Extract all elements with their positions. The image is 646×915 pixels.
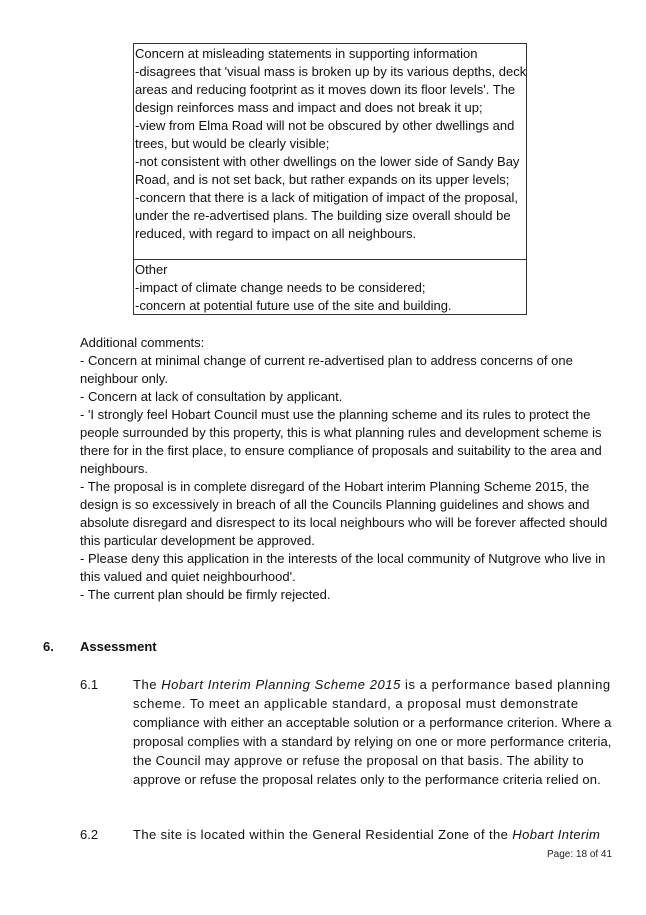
text-line: people surrounded by this property, this is what planning rules and development scheme is	[80, 425, 602, 440]
text-line	[133, 675, 611, 694]
text-run: The site is located within the General Residential Zone of the	[133, 827, 513, 842]
additional-comments	[80, 334, 608, 604]
text-line: Road, and is not set back, but rather expands on its upper levels;	[135, 172, 510, 187]
text-line: this particular development be approved.	[80, 533, 315, 548]
text-line: areas and reducing footprint as it moves down its floor levels'. The	[135, 82, 516, 97]
paragraph-6-1	[133, 675, 612, 789]
text-line: -impact of climate change needs to be considered;	[135, 280, 426, 295]
text-line: - The proposal is in complete disregard of the Hobart interim Planning Scheme 2015, the	[80, 479, 590, 494]
text-line: approve or refuse the proposal relates only to the performance criteria relied on.	[133, 772, 601, 787]
page-number: Page: 18 of 41	[547, 849, 613, 860]
text-line: - The current plan should be firmly rejected.	[80, 587, 331, 602]
paragraph-number: 6.1	[80, 677, 99, 692]
text-line: scheme. To meet an applicable standard, a proposal must demonstrate	[133, 696, 579, 711]
text-line: absolute disregard and disrespect to its local neighbours who will be forever affected should	[80, 515, 608, 530]
text-line: proposal complies with a standard by relying on one or more performance criteria,	[133, 734, 612, 749]
scheme-title-italic: Hobart Interim Planning Scheme 2015	[161, 677, 401, 692]
text-line: - 'I strongly feel Hobart Council must use the planning scheme and its rules to protect the	[80, 407, 591, 422]
text-run: The	[133, 677, 162, 692]
text-line	[133, 825, 603, 844]
text-line: Concern at misleading statements in supporting information	[135, 46, 478, 61]
text-line: compliance with either an acceptable solution or a performance criterion. Where a	[133, 715, 612, 730]
text-line: -not consistent with other dwellings on the lower side of Sandy Bay	[135, 154, 520, 169]
paragraph-number: 6.2	[80, 827, 99, 842]
text-line: -concern that there is a lack of mitigation of impact of the proposal,	[135, 190, 518, 205]
text-line: design reinforces mass and impact and does not break it up;	[135, 100, 483, 115]
text-line: Other	[135, 262, 168, 277]
concern-table-cell-misleading	[133, 43, 527, 260]
text-line: neighbour only.	[80, 371, 168, 386]
concern-table-cell-other	[133, 259, 527, 315]
section-heading: Assessment	[80, 639, 157, 654]
paragraph-6-2	[133, 825, 603, 844]
text-run: is a performance based planning	[400, 677, 611, 692]
text-line: -concern at potential future use of the site and building.	[135, 298, 452, 313]
section-number: 6.	[43, 639, 54, 654]
text-line: - Concern at lack of consultation by applicant.	[80, 389, 343, 404]
text-line: under the re-advertised plans. The building size overall should be	[135, 208, 511, 223]
text-line: Additional comments:	[80, 335, 205, 350]
text-line: there for in the first place, to ensure compliance of proposals and suitability to the area and	[80, 443, 602, 458]
text-line: -view from Elma Road will not be obscured by other dwellings and	[135, 118, 515, 133]
text-line: trees, but would be clearly visible;	[135, 136, 330, 151]
text-line: neighbours.	[80, 461, 148, 476]
text-line: this valued and quiet neighbourhood'.	[80, 569, 296, 584]
text-line: design is so excessively in breach of all the Councils Planning guidelines and shows and	[80, 497, 590, 512]
scheme-title-italic: Hobart Interim	[512, 827, 601, 842]
text-line: -disagrees that 'visual mass is broken up by its various depths, deck	[135, 64, 527, 79]
text-line: - Concern at minimal change of current re-advertised plan to address concerns of one	[80, 353, 573, 368]
text-line: the Council may approve or refuse the proposal on that basis. The ability to	[133, 753, 584, 768]
text-line: reduced, with regard to impact on all neighbours.	[135, 226, 417, 241]
text-line: - Please deny this application in the interests of the local community of Nutgrove who live in	[80, 551, 606, 566]
